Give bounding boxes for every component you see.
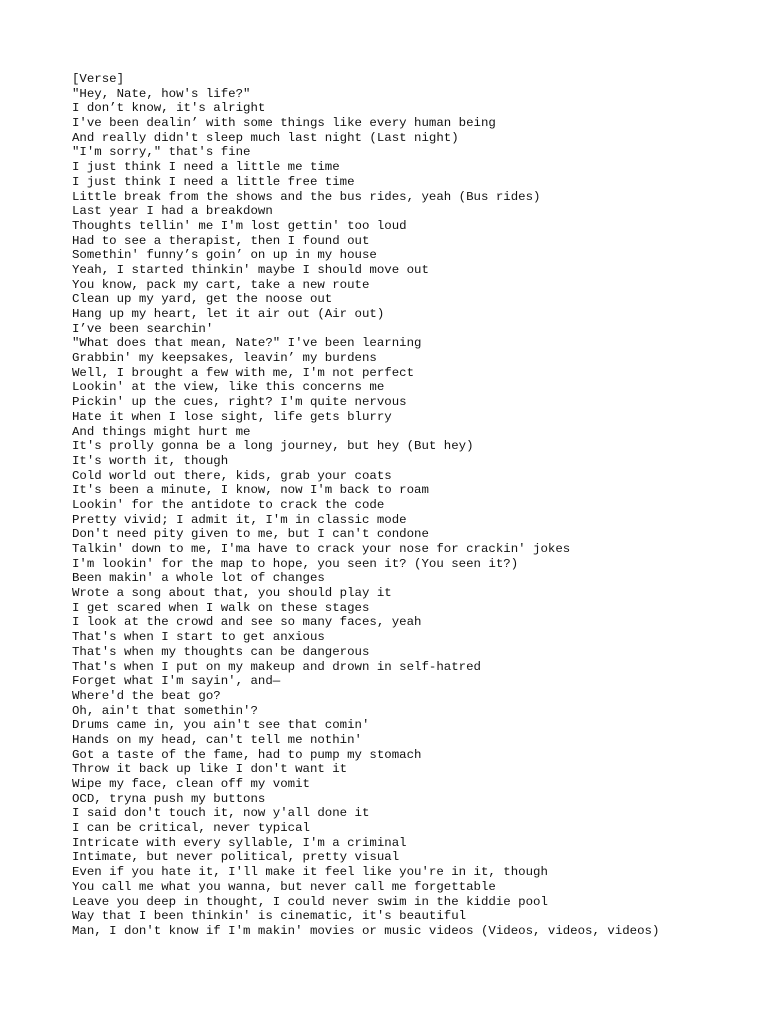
lyric-line: Last year I had a breakdown xyxy=(72,204,273,219)
lyric-line: Been makin' a whole lot of changes xyxy=(72,571,325,586)
lyric-line: "Hey, Nate, how's life?" xyxy=(72,86,251,101)
lyric-line: Hate it when I lose sight, life gets blurry xyxy=(72,409,392,424)
lyric-line: And really didn't sleep much last night (Last night) xyxy=(72,130,459,145)
lyric-line: Pickin' up the cues, right? I'm quite nervous xyxy=(72,395,407,410)
lyric-line: You know, pack my cart, take a new route xyxy=(72,277,370,292)
lyric-line: Way that I been thinkin' is cinematic, it's beautiful xyxy=(72,909,467,924)
lyric-line: Thoughts tellin' me I'm lost gettin' too loud xyxy=(72,218,407,233)
lyric-line: Little break from the shows and the bus rides, yeah (Bus rides) xyxy=(72,189,541,204)
lyric-line: Cold world out there, kids, grab your coats xyxy=(72,468,392,483)
lyric-line: I get scared when I walk on these stages xyxy=(72,600,370,615)
lyric-line: Got a taste of the fame, had to pump my stomach xyxy=(72,747,422,762)
lyrics-text-block xyxy=(72,72,762,939)
lyric-line: It's been a minute, I know, now I'm back to roam xyxy=(72,483,429,498)
lyric-line: "I'm sorry," that's fine xyxy=(72,145,251,160)
lyric-line: "What does that mean, Nate?" I've been learning xyxy=(72,336,422,351)
lyric-line: Wipe my face, clean off my vomit xyxy=(72,777,310,791)
lyric-line: That's when I start to get anxious xyxy=(72,630,325,645)
lyric-line: I can be critical, never typical xyxy=(72,821,310,836)
lyric-line: I said don't touch it, now y'all done it xyxy=(72,806,370,821)
lyric-line: Oh, ain't that somethin'? xyxy=(72,703,258,718)
lyric-line: Lookin' for the antidote to crack the code xyxy=(72,497,385,512)
lyric-line: Somethin' funny’s goin’ on up in my house xyxy=(72,248,377,263)
lyric-line: I've been dealin’ with some things like every human being xyxy=(72,116,496,131)
lyric-line: Grabbin' my keepsakes, leavin’ my burdens xyxy=(72,351,377,366)
lyric-line: I just think I need a little free time xyxy=(72,174,355,189)
lyric-line: I just think I need a little me time xyxy=(72,160,340,175)
lyric-line: Drums came in, you ain't see that comin' xyxy=(72,718,370,733)
lyric-line: Where'd the beat go? xyxy=(72,688,221,703)
lyric-line: Hands on my head, can't tell me nothin' xyxy=(72,732,362,747)
lyric-line: It's prolly gonna be a long journey, but hey (But hey) xyxy=(72,439,474,454)
lyric-line: That's when I put on my makeup and drown in self-hatred xyxy=(72,659,481,674)
lyric-line: That's when my thoughts can be dangerous xyxy=(72,644,370,659)
lyric-line: I don’t know, it's alright xyxy=(72,101,266,116)
lyric-line: Talkin' down to me, I'ma have to crack your nose for crackin' jokes xyxy=(72,542,571,556)
lyric-line: Forget what I'm sayin', and— xyxy=(72,674,281,689)
lyric-line: I'm lookin' for the map to hope, you seen it? (You seen it?) xyxy=(72,556,519,571)
lyric-line: Intimate, but never political, pretty visual xyxy=(72,850,400,865)
lyric-line: It's worth it, though xyxy=(72,453,229,468)
lyric-line: Had to see a therapist, then I found out xyxy=(72,233,370,248)
lyric-line: Leave you deep in thought, I could never swim in the kiddie pool xyxy=(72,894,548,909)
lyric-line: You call me what you wanna, but never call me forgettable xyxy=(72,879,496,894)
lyric-line: And things might hurt me xyxy=(72,424,251,439)
section-label: [Verse] xyxy=(72,72,125,86)
lyric-line: Man, I don't know if I'm makin' movies or music videos (Videos, videos, videos) xyxy=(72,923,660,938)
lyric-line: Well, I brought a few with me, I'm not perfect xyxy=(72,365,415,380)
lyric-line: Pretty vivid; I admit it, I'm in classic mode xyxy=(72,512,407,527)
lyric-line: Even if you hate it, I'll make it feel like you're in it, though xyxy=(72,865,548,880)
lyric-line: I look at the crowd and see so many faces, yeah xyxy=(72,615,422,630)
lyric-line: Yeah, I started thinkin' maybe I should move out xyxy=(72,262,429,277)
lyric-line: Clean up my yard, get the noose out xyxy=(72,292,333,307)
lyric-line: Lookin' at the view, like this concerns me xyxy=(72,380,385,395)
lyric-line: Wrote a song about that, you should play it xyxy=(72,586,392,601)
lyric-line: Throw it back up like I don't want it xyxy=(72,762,348,777)
lyric-line: OCD, tryna push my buttons xyxy=(72,791,266,806)
lyric-line: I’ve been searchin' xyxy=(72,321,214,336)
lyric-line: Hang up my heart, let it air out (Air out) xyxy=(72,307,385,321)
lyric-line: Intricate with every syllable, I'm a criminal xyxy=(72,835,407,850)
lyric-line: Don't need pity given to me, but I can't condone xyxy=(72,527,429,542)
